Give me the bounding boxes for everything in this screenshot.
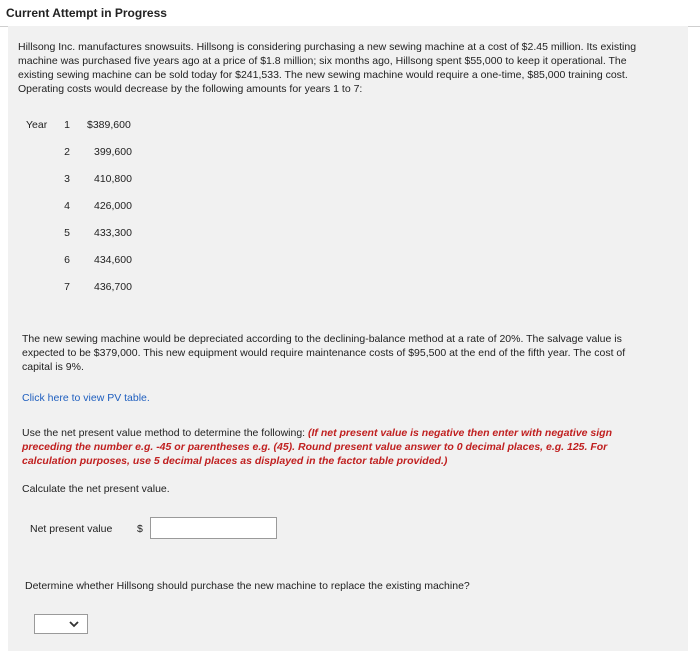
purchase-decision-select[interactable] bbox=[34, 614, 88, 634]
year-amount: 410,800 bbox=[94, 173, 132, 185]
year-label: Year bbox=[26, 119, 48, 131]
year-number: 4 bbox=[64, 200, 70, 212]
instructions-lead: Use the net present value method to determine the following: bbox=[22, 427, 309, 439]
chevron-down-icon bbox=[69, 617, 79, 634]
instructions bbox=[22, 426, 662, 468]
year-amount: 436,700 bbox=[94, 281, 132, 293]
year-number: 1 bbox=[64, 119, 70, 131]
instructions-emphasis: (If net present value is negative then enter with negative sign preceding the number e.g. -45 or parentheses e.g. (45). Round present value answer to 0 decimal places, e.g. 125. For calculation purposes, use 5 decimal places as displayed in the factor table provided.) bbox=[22, 427, 613, 467]
pv-table-link[interactable]: Click here to view PV table. bbox=[22, 392, 150, 404]
year-number: 3 bbox=[64, 173, 70, 185]
year-amount: 434,600 bbox=[94, 254, 132, 266]
currency-symbol: $ bbox=[137, 523, 143, 535]
npv-question-prompt: Calculate the net present value. bbox=[22, 483, 170, 495]
year-amount: 433,300 bbox=[94, 227, 132, 239]
depreciation-text: The new sewing machine would be depreciated according to the declining-balance method at a rate of 20%. The salvage value is expected to be $379,000. This new equipment would require maintenance costs of $95,500 at the end of the fifth year. The cost of capital is 9%. bbox=[22, 333, 626, 373]
page-title: Current Attempt in Progress bbox=[6, 6, 167, 20]
year-amount: $389,600 bbox=[87, 119, 131, 131]
year-number: 5 bbox=[64, 227, 70, 239]
problem-intro: Hillsong Inc. manufactures snowsuits. Hillsong is considering purchasing a new sewing machine at a cost of $2.45 million. Its existing machine was purchased five years ago at a price of $1.8 million; six months ago, Hillsong spent $55,000 to keep it operational. The existing sewing machine can be sold today for $241,533. The new sewing machine would require a one-time, $85,000 training cost. Operating costs would decrease by the following amounts for years 1 to 7: bbox=[18, 41, 637, 95]
npv-input[interactable] bbox=[150, 517, 277, 539]
year-number: 2 bbox=[64, 146, 70, 158]
npv-label: Net present value bbox=[30, 523, 113, 535]
header-bar bbox=[0, 0, 700, 27]
year-number: 6 bbox=[64, 254, 70, 266]
year-number: 7 bbox=[64, 281, 70, 293]
purchase-decision-prompt: Determine whether Hillsong should purchase the new machine to replace the existing machine? bbox=[25, 580, 470, 592]
year-amount: 399,600 bbox=[94, 146, 132, 158]
year-amount: 426,000 bbox=[94, 200, 132, 212]
